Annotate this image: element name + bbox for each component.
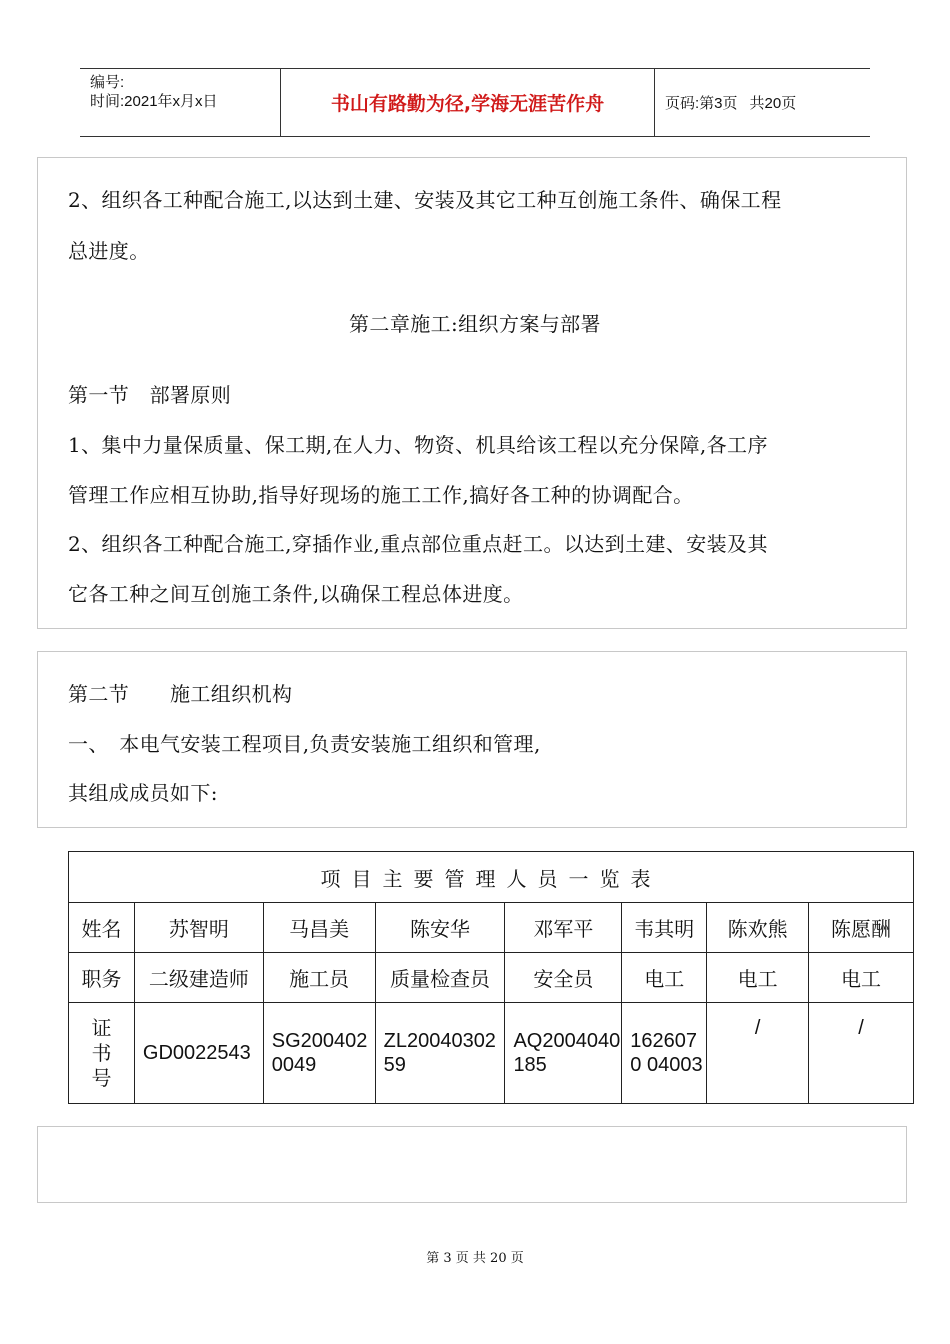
content-box-3 xyxy=(37,1126,907,1203)
person-name: 马昌美 xyxy=(263,903,375,953)
header-meta xyxy=(80,69,281,136)
person-job: 安全员 xyxy=(505,953,622,1003)
section-title: 第二节 施工组织机构 xyxy=(68,682,293,706)
cert-label-text: 证书号 xyxy=(91,1015,112,1090)
paragraph-line: 1、集中力量保质量、保工期,在人力、物资、机具给该工程以充分保障,各工序 xyxy=(68,433,768,457)
header-motto: 书山有路勤为径,学海无涯苦作舟 xyxy=(281,69,655,136)
paragraph-line: 总进度。 xyxy=(68,239,150,263)
person-job: 质量检查员 xyxy=(375,953,505,1003)
paragraph-line: 2、组织各工种配合施工,穿插作业,重点部位重点赶工。以达到土建、安装及其 xyxy=(68,532,768,556)
person-name: 陈欢熊 xyxy=(707,903,809,953)
person-job: 电工 xyxy=(809,953,914,1003)
staff-table xyxy=(68,851,914,1104)
section-title: 第一节 部署原则 xyxy=(68,383,232,407)
table-title: 项目主要管理人员一览表 xyxy=(69,852,914,903)
page-header xyxy=(80,68,870,137)
job-label: 职务 xyxy=(69,953,135,1003)
person-name: 陈愿酬 xyxy=(809,903,914,953)
person-cert: ZL2004030259 xyxy=(375,1003,505,1104)
paragraph-line: 其组成成员如下: xyxy=(68,781,218,805)
number-label: 编号: xyxy=(90,74,125,91)
person-cert: / xyxy=(707,1003,809,1104)
person-job: 施工员 xyxy=(263,953,375,1003)
total-label: 共20页 xyxy=(749,95,797,112)
header-page-info xyxy=(655,69,870,136)
page-label: 页码:第3页 xyxy=(665,95,738,112)
paragraph-line: 管理工作应相互协助,指导好现场的施工工作,搞好各工种的协调配合。 xyxy=(68,483,694,507)
chapter-title: 第二章施工:组织方案与部署 xyxy=(349,312,601,336)
person-name: 邓军平 xyxy=(505,903,622,953)
person-name: 韦其明 xyxy=(622,903,707,953)
person-cert: AQ2004040185 xyxy=(505,1003,622,1104)
person-cert: SG2004020049 xyxy=(263,1003,375,1104)
person-name: 陈安华 xyxy=(375,903,505,953)
person-name: 苏智明 xyxy=(134,903,263,953)
table-row xyxy=(69,953,914,1003)
person-job: 电工 xyxy=(622,953,707,1003)
table-row xyxy=(69,903,914,953)
paragraph-line: 2、组织各工种配合施工,以达到土建、安装及其它工种互创施工条件、确保工程 xyxy=(68,188,782,212)
time-label: 时间:2021年x月x日 xyxy=(90,93,218,110)
person-job: 二级建造师 xyxy=(134,953,263,1003)
name-label: 姓名 xyxy=(69,903,135,953)
person-job: 电工 xyxy=(707,953,809,1003)
person-cert: 1626070 04003 xyxy=(622,1003,707,1104)
page-footer: 第 3 页 共 20 页 xyxy=(426,1251,524,1266)
paragraph-line: 一、 本电气安装工程项目,负责安装施工组织和管理, xyxy=(68,732,541,756)
table-row xyxy=(69,1003,914,1104)
paragraph-line: 它各工种之间互创施工条件,以确保工程总体进度。 xyxy=(68,582,524,606)
cert-label xyxy=(69,1003,135,1104)
person-cert: / xyxy=(809,1003,914,1104)
person-cert: GD0022543 xyxy=(134,1003,263,1104)
